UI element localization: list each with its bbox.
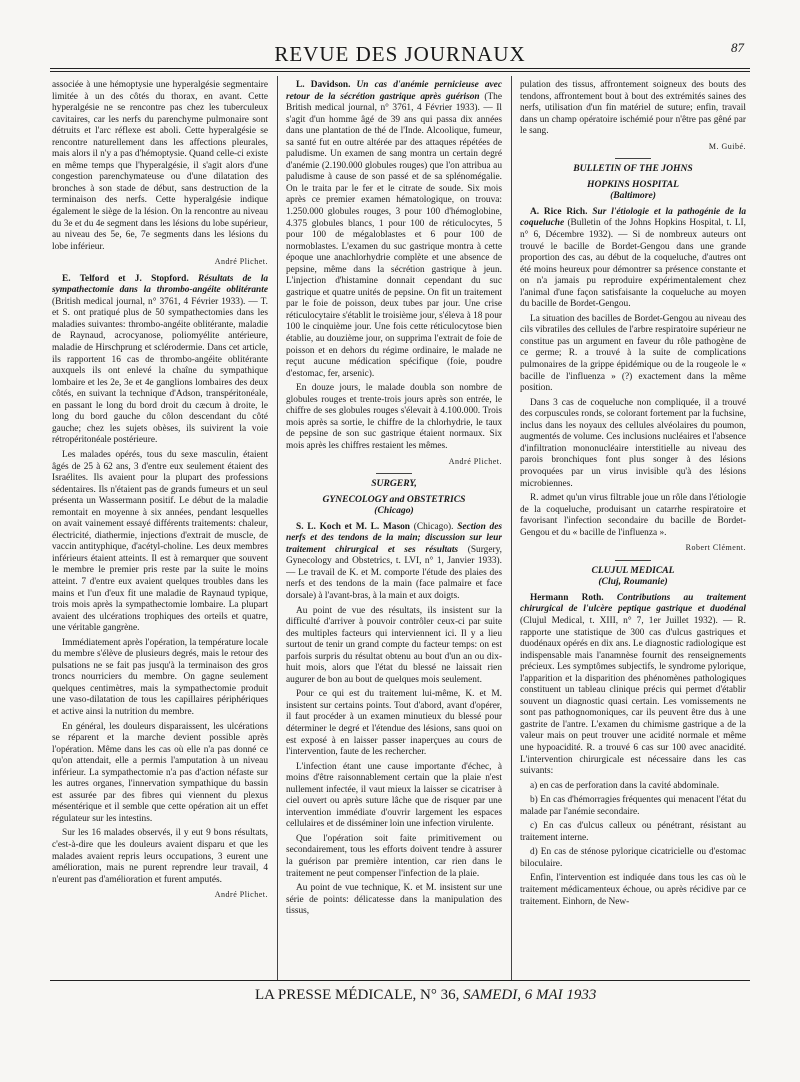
footer-rule [50, 980, 750, 981]
page-footer [255, 987, 596, 1004]
section-title: SURGERY, [371, 478, 417, 490]
paragraph: Au point de vue technique, K. et M. insistent sur une série de points: délicatesse dans la manipulation des tissus, [286, 883, 502, 917]
author-signature: André Plichet. [214, 890, 268, 900]
paragraph: pulation des tissus, affrontement soigneux des bouts des tendons, affrontement bout à bout des extrémités saines des nerfs, utilisation d'un fin matériel de suture; enfin, travail dans un champ opératoire ischémié pour n'être pas gêné par le sang. [520, 80, 746, 137]
column-divider [511, 76, 512, 980]
list-item: a) en cas de perforation dans la cavité abdominale. [530, 780, 720, 791]
article-heading [520, 207, 746, 311]
article-text: (British medical journal, n° 3761, 4 Février 1933). — T. et S. ont pratiqué plus de 50 sympathectomies dans les maladies suivantes: thrombo-angéite oblitérante, maladie de Raynaud, acrocyanose, poliomyélite antérieure, maladie de Hirschprung et sclérodermie. Dans cet article, ils rapportent 16 cas de thrombo-angéite oblitérante auxquels ils ont enlevé la chaîne du sympathique lombaire et les 2e, 3e et 4e ganglions lombaires des deux côtés, en suivant la technique d'Adson, transpéritonéale, en passant le long du bord droit du cæcum à droite, le long du bord gauche du côlon descendant du côté gauche; chez les sujets obèses, ils suivirent la voie rétropéritonéale postérieure. [52, 296, 268, 446]
section-divider [376, 473, 412, 474]
article-text: (Clujul Medical, t. XIII, n° 7, 1er Juillet 1932). — R. rapporte une statistique de 300 cas d'ulcus gastriques et duodénaux opérés en dix ans. Le diagnostic radiologique est indispensable mais l'anamnèse fournit des renseignements précieux. Les symptômes subjectifs, le syndrome pylorique, l'apparition et la disparition des phénomènes pathologiques constituent un tableau clinique précis qui permet d'établir souvent un diagnostic quasi certain. Les vomissements ne sont pas pathognomoniques, car ils peuvent être dus à une gastrite de l'antre. L'examen du chimisme gastrique a de la valeur mais on peut trouver une acidité normale et même une hypoacidité. R. a trouvé 6 cas sur 100 avec anacidité. L'intervention chirurgicale est nécessaire dans les cas suivants: [520, 615, 746, 777]
paragraph: En général, les douleurs disparaissent, les ulcérations se réparent et la marche devient possible après l'opération. Même dans les cas où elle n'a pas donné ce qu'on attendait, elle a permis l'amputation à un niveau inférieur. La sympathectomie n'a pas d'action néfaste sur les autres organes, l'innervation sympathique du bassin est assurée par des fibres qui viennent du plexus mésentérique et il semble que cette opération ait un effet régulateur sur les intestins. [52, 721, 268, 824]
paragraph: Enfin, l'intervention est indiquée dans tous les cas où le traitement médicamenteux échoue, ou après récidive par ce traitement. Einhorn, de New- [520, 873, 746, 907]
section-title: HOPKINS HOSPITAL [587, 178, 679, 190]
section-city: (Baltimore) [610, 190, 656, 202]
section-city: (Chicago) [374, 505, 414, 517]
footer-date: SAMEDI, 6 MAI 1933 [463, 987, 597, 1003]
paragraph: associée à une hémoptysie une hyperalgésie segmentaire limitée à un des côtés du thorax, en avant. Cette hyperalgésie ne se rencontre pas chez les tuberculeux cavitaires, car les nerfs du parenchyme pulmonaire sont détruits et l'arc réflexe est aboli. Cette hyperalgésie se rencontre naturellement dans les affections pleurales, mais alors il n'y a pas d'hémoptysie. Quand celle-ci existe en même temps que l'hyperalgésie, il s'agit alors d'une congestion parenchymateuse ou d'une dilatation des bronches à son stade de début, sans destruction de la terminaison des nerfs. Cette hyperalgésie indique également le siège de la lésion. On la rencontre au niveau du 3e et du 4e segment dans les lésions du lobe supérieur, au niveau des 5e, 6e, 7e segments dans les lésions du lobe inférieur. [52, 80, 268, 252]
section-title: CLUJUL MEDICAL [591, 564, 675, 576]
column-divider [277, 76, 278, 980]
paragraph: Les malades opérés, tous du sexe masculin, étaient âgés de 25 à 62 ans, 3 d'entre eux seulement étaient des Israélites. Ils avaient pour la plupart des professions sédentaires. Ils n'étaient pas de grands fumeurs et un seul présenta un Wassermann positif. Le début de la maladie remontait en moyenne à six années, pendant lesquelles on avait vainement essayé différents traitements: chaleur, électricité, diathermie, injections d'extrait de muscle, de vaccin antityphique, d'acétyl-choline. Les deux membres inférieurs étaient atteints. Il est à remarquer que souvent le membre le premier pris reste par la suite le moins atteint. 7 d'entre eux avaient quelques troubles dans les mains et l'un d'eux fit une maladie de Raynaud typique, trois mois après la sympathectomie lombaire. La plupart avaient des ulcérations trophiques des orteils et quatre, une véritable gangrène. [52, 449, 268, 634]
section-divider [615, 158, 651, 159]
paragraph: R. admet qu'un virus filtrable joue un rôle dans l'étiologie de la coqueluche, produisant un catarrhe respiratoire et favorisant l'infection secondaire du bacille de Bordet-Gengou et du « bacille de l'influenza ». [520, 493, 746, 538]
section-title: GYNECOLOGY and OBSTETRICS [322, 493, 466, 505]
column-1 [52, 80, 268, 968]
author-signature: André Plichet. [448, 456, 502, 466]
article-title: Résultats de la sympathectomie dans la thrombo-angéite oblitérante [52, 273, 268, 296]
article-authors: A. Rice Rich. [530, 206, 588, 217]
article-text: (Surgery, Gynecology and Obstetrics, t. LVI, n° 1, Janvier 1933). — Le travail de K. et M. comporte l'étude des plaies des nerfs et des tendons de la main (face palmaire et face dorsale) à l'avant-bras, à la main et aux doigts. [286, 544, 502, 601]
page-header-title: REVUE DES JOURNAUX [274, 42, 526, 66]
article-heading [286, 522, 502, 603]
article-authors: L. Davidson. [296, 80, 351, 90]
paragraph: La situation des bacilles de Bordet-Gengou au niveau des cils vibratiles des cellules de l'arbre respiratoire supérieur ne constitue pas un argument en faveur du rôle pathogène de ce germe; R. a trouvé à la suite de complications pulmonaires de la grippe épidémique ou de la rougeole le « bacille de l'influenza » (?) exactement dans la même position. [520, 313, 746, 394]
paragraph: En douze jours, le malade doubla son nombre de globules rouges et trente-trois jours après son entrée, le chiffre de ses globules rouges s'élevait à 4.100.000. Trois mois après sa sortie, le chiffre de la chlorhydrie, le taux de pepsine de son suc gastrique étaient normaux. Six mois après les chiffres restaient les mêmes. [286, 383, 502, 451]
section-city: (Cluj, Roumanie) [598, 576, 668, 588]
list-item: d) En cas de sténose pylorique cicatricielle ou d'estomac biloculaire. [520, 847, 746, 869]
paragraph: L'infection étant une cause importante d'échec, à moins d'être raisonnablement certain que la plaie n'est nullement infectée, il vaut mieux la laisser se cicatriser à ciel ouvert ou après suture lâche que de risquer par une intervention immédiate d'ouvrir largement les espaces cellulaires et de disséminer loin une infection virulente. [286, 761, 502, 830]
list-item: c) En cas d'ulcus calleux ou pénétrant, résistant au traitement interne. [520, 821, 746, 843]
header-rule-double [50, 71, 750, 72]
paragraph: Que l'opération soit faite primitivement ou secondairement, tous les efforts doivent tendre à assurer la guérison par première intention, car rien dans le traitement ne peut compenser l'infection de la plaie. [286, 833, 502, 879]
paragraph: Dans 3 cas de coqueluche non compliquée, il a trouvé des corpuscules ronds, se colorant fortement par la fuchsine, inclus dans les noyaux des cellules alvéolaires du poumon, augmentés de volume. Ces inclusions nucléaires et l'absence d'infiltration mononucléaire interstitielle au niveau des parois bronchiques font plus songer à des lésions provoquées par un virus invisible qu'à des lésions microbiennes. [520, 397, 746, 489]
column-2 [286, 80, 502, 968]
paragraph: Au point de vue des résultats, ils insistent sur la difficulté d'arriver à pouvoir contrôler ceux-ci par suite des multiples facteurs qui interviennent ici. Il y a lieu surtout de tenir un grand compte du facteur temps: on est parfois surpris du résultat obtenu au bout d'un an ou dix-huit mois, alors que l'état du blessé ne laissait rien augurer de bon au bout de quelques mois seulement. [286, 605, 502, 685]
section-title: BULLETIN OF THE JOHNS [573, 163, 693, 175]
list-item: b) En cas d'hémorragies fréquentes qui menacent l'état du malade par l'anémie secondaire. [520, 795, 746, 817]
article-title: Un cas d'anémie pernicieuse avec retour de la sécrétion gastrique après guérison [286, 80, 502, 102]
column-3 [520, 80, 746, 968]
article-authors: Hermann Roth. [530, 592, 604, 603]
article-place: (Chicago). [413, 521, 454, 532]
author-signature: André Plichet. [214, 257, 268, 267]
article-title: Contributions au traitement chirurgical de l'ulcère peptique gastrique et duodénal [520, 592, 746, 615]
article-text: (Bulletin of the Johns Hopkins Hospital, t. LI, n° 6, Décembre 1932). — Si de nombreux auteurs ont trouvé le bacille de Bordet-Gengou dans une grande proportion des cas, au début de la coqueluche, d'autres ont été moins heureux pour démontrer sa présence constante et on n'a jamais pu reproduire expérimentalement chez l'animal d'une façon satisfaisante la coqueluche au moyen du bacille de Bordet-Gengou. [520, 218, 746, 310]
author-signature: Robert Clément. [685, 543, 746, 553]
paragraph: Immédiatement après l'opération, la température locale du membre s'élève de plusieurs degrés, mais le retour des pulsations ne se fait pas jusqu'à la terminaison des gros troncs nourriciers du membre. On gagne seulement quelques centimètres, mais la sympathectomie produit une vaso-dilatation de tous les capillaires périphériques et active ainsi la nutrition du membre. [52, 637, 268, 717]
paragraph: Sur les 16 malades observés, il y eut 9 bons résultats, c'est-à-dire que les douleurs avaient disparu et que les malades avaient repris leurs occupations, 3 eurent une amélioration, mais ne purent reprendre leur travail, 4 n'eurent pas d'amélioration et furent amputés. [52, 828, 268, 885]
article-heading [52, 274, 268, 447]
article-authors: S. L. Koch et M. L. Mason [296, 521, 410, 532]
article-text: (The British medical journal, n° 3761, 4 Février 1933). — Il s'agit d'un homme âgé de 39 ans qui passa dix années dans une plantation de thé de l'Inde. Alcoolique, fumeur, sa santé fut en outre altérée par des attaques répétées de paludisme. Un examen de sang montra un certain degré d'anémie (2.190.000 globules rouges) que l'on attribua au paludisme à cause de son passé et de sa splénomégalie. On le traita par le fer et le citrate de soude. Six mois après ce premier examen hématologique, on trouva: 1.250.000 globules rouges, 3 pour 100 d'hémoglobine, 4.375 globules blancs, 1 pour 100 de réticulocytes, 5 pour 100 de mégaloblastes et 6 pour 100 de normoblastes. L'examen du suc gastrique montra à cette époque une anachlorhydrie complète et une absence de pepsine, même dans la sécrétion gastrique à jeun. L'injection d'histamine donnait cependant du suc gastrique et quatre unités de pepsine. On fit un traitement par le foie de poisson, deux tubes par jour. Une crise réticulocytaire s'établit le troisième jour, s'éleva à 18 pour 100 le cinquième jour. Une fois cette réticulocytose bien établie, au douzième jour, on supprima l'extrait de foie de poisson et en dehors du régime ordinaire, le malade ne reçut aucune médication spécifique (foie, poudre d'estomac, fer, arsenic). [286, 91, 502, 379]
article-title: Section des nerfs et des tendons de la main; discussion sur leur traitement chirurgical et ses résultats [286, 521, 502, 555]
paragraph: Pour ce qui est du traitement lui-même, K. et M. insistent sur certains points. Tout d'abord, avant d'opérer, il faut procéder à un examen minutieux du blessé pour déterminer le degré et l'étendue des lésions, sans quoi on est exposé à en laisser passer inaperçues au cours de l'intervention, faute de les rechercher. [286, 689, 502, 758]
article-title: Sur l'étiologie et la pathogénie de la coqueluche [520, 206, 746, 229]
header-rule [50, 68, 750, 69]
author-signature: M. Guibé. [708, 141, 746, 151]
page-number: 87 [731, 40, 744, 55]
article-heading [286, 80, 502, 380]
section-divider [615, 560, 651, 561]
article-heading [520, 593, 746, 778]
article-authors: E. Telford et J. Stopford. [62, 273, 189, 284]
footer-journal: LA PRESSE MÉDICALE, N° 36, [255, 987, 460, 1003]
